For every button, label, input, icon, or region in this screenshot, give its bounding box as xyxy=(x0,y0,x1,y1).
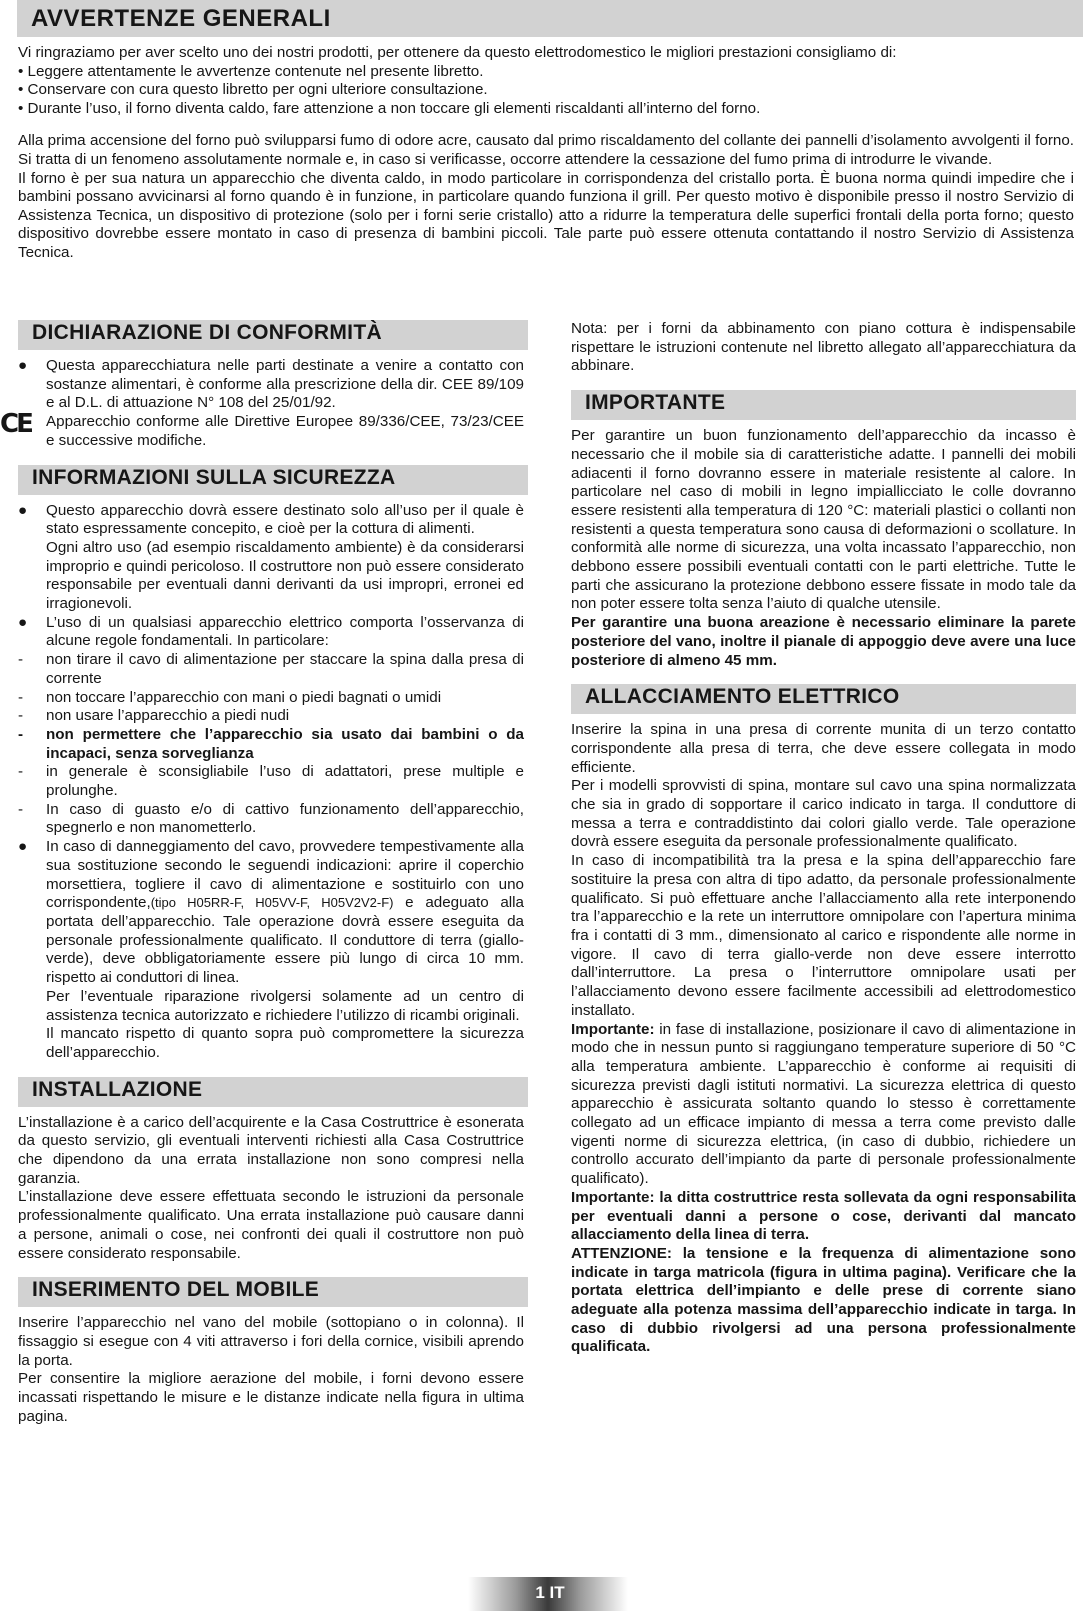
elettrico-text: Per i modelli sprovvisti di spina, montare sul cavo una spina normalizzata che sia in grado di sopportare il carico indicato in targa. Il conduttore di messa a terra e contraddistinto dai colori giallo verde. Tale operazione dovrà essere eseguita da personale professionalmente qualificato. xyxy=(571,777,1076,851)
sicurezza-text: Questo apparecchio dovrà essere destinato solo all’uso per il quale è stato espressamente concepito, e cioè per la cottura di alimenti. xyxy=(46,501,524,538)
list-item xyxy=(18,357,524,413)
dash-marker: - xyxy=(18,763,24,781)
dash-marker: - xyxy=(18,725,24,743)
sicurezza-text: Il mancato rispetto di quanto sopra può compromettere la sicurezza dell’apparecchio. xyxy=(46,1025,524,1061)
conformita-text: Apparecchio conforme alle Direttive Europee 89/336/CEE, 73/23/CEE e successive modifiche. xyxy=(46,413,524,449)
importante-text: Per garantire un buon funzionamento dell’apparecchio da incasso è necessario che il mobile sia di caratteristiche adatte. I pannelli dei mobili adiacenti il forno dovranno essere in materiale resistente al calore. In particolare nel caso di mobili in legno impiallicciato le colle dovranno essere resistenti alla temperatura di 120 °C: materiali plastici o collanti non resistenti a questa temperatura sono causa di deformazioni o scollature. In conformità alle norme di sicurezza, una volta incassato l’apparecchio, non debbono essere possibili eventuali contatti con le parti elettriche. Tutte le parti che assicurano la protezione debbono essere fissate in modo tale da non poter essere tolta senza l’aiuto di qualche utensile. xyxy=(571,427,1076,613)
sicurezza-text-bold: non permettere che l’apparecchio sia usato dai bambini o da incapaci, senza sorveglianza xyxy=(46,725,524,762)
intro-paragraph: Il forno è per sua natura un apparecchio che diventa caldo, in modo particolare in corrispondenza del cristallo porta. È buona norma quindi impedire che i bambini possano avvicinarsi al forno quando è in funzione, in particolare quando funziona il grill. Per questo motivo è disponibile presso il nostro Servizio di Assistenza Tecnica, un dispositivo di protezione (solo per i forni serie cristallo) atto a ridurre la temperatura delle superfici frontali della porta forno; questo dispositivo dovrebbe essere montato in caso di presenza di bambini piccoli. Tale parte può essere ottenuta contattando il nostro Servizio di Assistenza Tecnica. xyxy=(18,169,1074,261)
list-item xyxy=(0,409,524,450)
mobile-text: Per consentire la migliore aerazione del mobile, i forni devono essere incassati rispettando le misure e le distanze indicate nella figura in ultima pagina. xyxy=(18,1370,524,1425)
list-item xyxy=(18,651,524,688)
list-item xyxy=(18,763,524,800)
sicurezza-text: in generale è sconsigliabile l’uso di adattatori, prese multiple e prolunghe. xyxy=(46,763,524,800)
bullet-icon: ● xyxy=(18,501,28,519)
sicurezza-text-part: e adeguato alla portata dell’apparecchio. Tale operazione dovrà essere eseguita da personale professionalmente qualificato. Il conduttore di terra (giallo-verde), deve obbligatoriamente essere più lungo di circa 10 mm. rispetto ai conduttori di linea. xyxy=(46,894,524,987)
section-heading-elettrico: ALLACCIAMENTO ELETTRICO xyxy=(571,684,1076,714)
sicurezza-text: non toccare l’apparecchio con mani o piedi bagnati o umidi xyxy=(46,688,442,706)
bullet-icon: ● xyxy=(18,357,28,374)
elettrico-text-bold: ATTENZIONE: la tensione e la frequenza di alimentazione sono indicate in targa matricola (figura in ultima pagina). Verificare che la portata elettrica dell’impianto e delle prese di corrente siano adeguate alla potenza massima dell’apparecchio indicate in targa. In caso di dubbio rivolgersi ad una persona professionalmente qualificata. xyxy=(571,1244,1076,1356)
list-item xyxy=(18,801,524,838)
intro-paragraph: Alla prima accensione del forno può svilupparsi fumo di odore acre, causato dal primo riscaldamento del collante dei pannelli d’isolamento avvolgenti il forno. Si tratta di un fenomeno assolutamente normale e, in caso si verificasse, occorre attendere la cessazione del fumo prima di introdurre le vivande. xyxy=(18,132,1074,168)
sicurezza-text: non tirare il cavo di alimentazione per staccare la spina dalla presa di corrente xyxy=(46,651,524,687)
list-item: • Conservare con cura questo libretto per ogni ulteriore consultazione. xyxy=(18,81,488,99)
sicurezza-text: L’uso di un qualsiasi apparecchio elettrico comporta l’osservanza di alcune regole fondamentali. In particolare: xyxy=(46,613,524,650)
list-item xyxy=(18,838,524,1062)
list-item: • Leggere attentamente le avvertenze contenute nel presente libretto. xyxy=(18,62,484,80)
sicurezza-text-part: In caso di danneggiamento del cavo, provvedere tempestivamente alla sua sostituzione secondo le seguendi indicazioni: aprire il coperchio morsettiera, togliere il cavo di alimentazione e sostituirlo con uno corrispondente, xyxy=(46,838,524,912)
page-number: 1 IT xyxy=(535,1583,565,1602)
bullet-icon: ● xyxy=(18,613,28,631)
dash-marker: - xyxy=(18,800,24,818)
section-heading-sicurezza: INFORMAZIONI SULLA SICUREZZA xyxy=(18,465,528,495)
installazione-text: L’installazione è a carico dell’acquirente e la Casa Costruttrice è esonerata da questo servizio, gli eventuali interventi richiesti alla Casa Costruttrice che dipendono da una errata installazione non sono compresi nella garanzia. xyxy=(18,1113,524,1187)
sicurezza-text: Per l’eventuale riparazione rivolgersi solamente ad un centro di assistenza tecnica autorizzato e richiedere l’utilizzo di ricambi originali. xyxy=(46,987,524,1024)
ce-mark-icon: CE xyxy=(0,409,31,440)
left-column xyxy=(0,320,524,1426)
elettrico-text xyxy=(571,1021,1076,1189)
bullet-icon: ● xyxy=(18,838,28,856)
cable-type-note: (tipo H05RR-F, H05VV-F, H05V2V2-F) xyxy=(150,895,394,911)
page-title: AVVERTENZE GENERALI xyxy=(17,0,1083,37)
list-item xyxy=(18,726,524,763)
elettrico-text: Inserire la spina in una presa di corrente munita di un terzo contatto corrispondente alla presa di terra, che deve essere collegata in modo efficiente. xyxy=(571,721,1076,776)
section-heading-importante: IMPORTANTE xyxy=(571,390,1076,420)
intro-lead: Vi ringraziamo per aver scelto uno dei nostri prodotti, per ottenere da questo elettrodomestico le migliori prestazioni consigliamo di: xyxy=(18,44,897,61)
mobile-text: Inserire l’apparecchio nel vano del mobile (sottopiano o in colonna). Il fissaggio si esegue con 4 viti attraverso i fori della cornice, visibili aprendo la porta. xyxy=(18,1314,524,1369)
installazione-text: L’installazione deve essere effettuata secondo le istruzioni da personale professionalmente qualificato. Una errata installazione può causare danni a persone, animali o cose, nei confronti dei quali il costruttore non può essere considerato responsabile. xyxy=(18,1188,524,1262)
section-heading-installazione: INSTALLAZIONE xyxy=(18,1077,528,1107)
right-column xyxy=(571,320,1076,1357)
elettrico-text: In caso di incompatibilità tra la presa e la spina dell’apparecchio fare sostituire la presa con altra di tipo adatto, da personale professionalmente qualificato. Si può effettuare anche l’allacciamento alla rete interponendo tra l’apparecchio e la rete un interruttore omnipolare con l’apertura minima fra i contatti di 3 mm., dimensionato al carico e rispondente alle norme in vigore. Il cavo di terra giallo-verde non deve essere interrotto dall’interruttore. La presa o l’interruttore omnipolare usati per l’allacciamento devono essere facilmente accessibili ad elettrodomestico installato. xyxy=(571,852,1076,1019)
list-item xyxy=(18,614,524,651)
elettrico-text-bold: Importante: la ditta costruttrice resta sollevata da ogni responsabilita per eventuali danni a persone o cose, derivanti dal mancato allacciamento della linea di terra. xyxy=(571,1188,1076,1244)
list-item xyxy=(18,707,524,726)
intro-section xyxy=(18,44,1074,263)
importante-label: Importante: xyxy=(571,1020,655,1038)
sicurezza-text: non usare l’apparecchio a piedi nudi xyxy=(46,707,290,725)
section-heading-conformita: DICHIARAZIONE DI CONFORMITÀ xyxy=(18,320,528,350)
conformita-text: Questa apparecchiatura nelle parti destinate a venire a contatto con sostanze alimentari, è conforme alla prescrizione della dir. CEE 89/109 e al D.L. di attuazione N° 108 del 25/01/92. xyxy=(46,357,524,412)
dash-marker: - xyxy=(18,651,24,669)
sicurezza-text xyxy=(46,838,524,988)
dash-marker: - xyxy=(18,707,24,725)
elettrico-text-part: in fase di installazione, posizionare il cavo di alimentazione in modo che in nessun punto si raggiungano temperature superiore di 50 °C alla temperatura ambiente. L’apparecchio è conforme ai requisiti di sicurezza previsti dagli istituti normativi. La sicurezza elettrica di questo apparecchio è assicurata soltanto quando lo stesso è correttamente collegato ad un efficace impianto di messa a terra come previsto dalle vigenti norme di sicurezza elettrica, (in caso di dubbio, richiedere un controllo accurato dell’impianto da parte di personale professionalmente qualificato). xyxy=(571,1020,1076,1188)
section-heading-mobile: INSERIMENTO DEL MOBILE xyxy=(18,1277,528,1307)
nota-text: Nota: per i forni da abbinamento con piano cottura è indispensabile rispettare le istruzioni contenute nel libretto allegato all’apparecchiatura da abbinare. xyxy=(571,320,1076,375)
list-item: • Durante l’uso, il forno diventa caldo, fare attenzione a non toccare gli elementi riscaldanti all’interno del forno. xyxy=(18,99,761,117)
list-item xyxy=(18,502,524,614)
list-item xyxy=(18,689,524,708)
importante-text-bold: Per garantire una buona areazione è necessario eliminare la parete posteriore del vano, inoltre il pianale di appoggio deve avere una luce posteriore di almeno 45 mm. xyxy=(571,614,1076,669)
intro-list xyxy=(18,63,1074,119)
dash-marker: - xyxy=(18,688,24,706)
page-footer xyxy=(468,1577,628,1611)
sicurezza-text: Ogni altro uso (ad esempio riscaldamento ambiente) è da considerarsi improprio e quindi pericoloso. Il costruttore non può essere considerato responsabile per eventuali danni derivanti da usi impropri, erronei ed irragionevoli. xyxy=(46,538,524,613)
sicurezza-text: In caso di guasto e/o di cattivo funzionamento dell’apparecchio, spegnerlo e non manometterlo. xyxy=(46,800,524,837)
